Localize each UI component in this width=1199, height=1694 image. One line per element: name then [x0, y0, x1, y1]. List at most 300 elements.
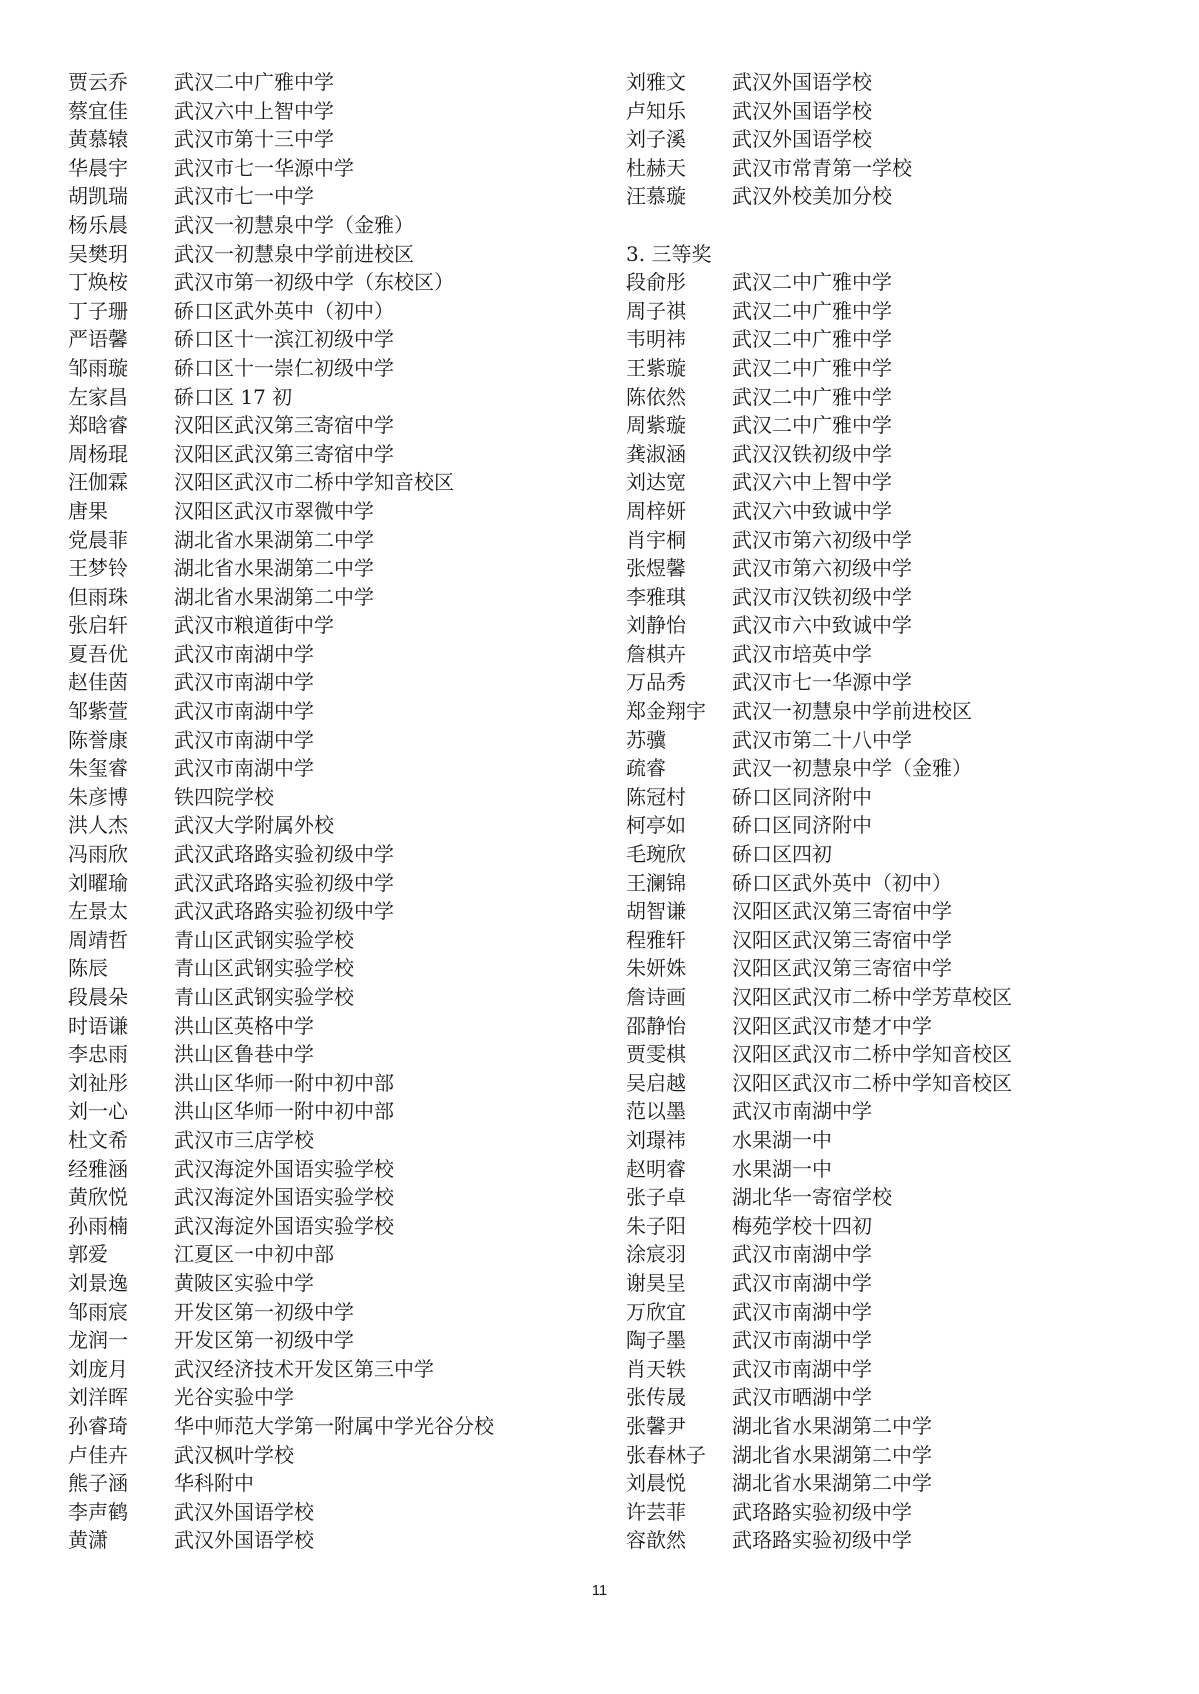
student-name: 容歆然 — [626, 1528, 686, 1553]
school-name: 湖北省水果湖第二中学 — [174, 556, 374, 581]
award-entry-row — [626, 583, 1126, 612]
student-name: 李雅琪 — [626, 584, 686, 609]
school-name: 硚口区武外英中（初中） — [174, 298, 394, 323]
award-entry-row — [626, 697, 1126, 726]
student-name: 刘子溪 — [626, 127, 686, 152]
school-name: 武汉外国语学校 — [732, 127, 872, 152]
award-entry-row — [68, 325, 568, 354]
school-name: 武汉二中广雅中学 — [732, 355, 892, 380]
student-name: 黄慕辕 — [68, 127, 128, 152]
award-entry-row — [68, 1155, 568, 1184]
school-name: 洪山区英格中学 — [174, 1013, 314, 1038]
award-entry-row — [68, 1412, 568, 1441]
award-entry-row — [626, 68, 1126, 97]
award-entry-row — [68, 1326, 568, 1355]
school-name: 武汉市晒湖中学 — [732, 1385, 872, 1410]
school-name: 武汉市第六初级中学 — [732, 556, 912, 581]
school-name: 武汉市七一华源中学 — [732, 670, 912, 695]
school-name: 武汉一初慧泉中学（金雅） — [174, 212, 414, 237]
student-name: 刘璟祎 — [626, 1127, 686, 1152]
student-name: 肖宇桐 — [626, 527, 686, 552]
school-name: 武汉武珞路实验初级中学 — [174, 842, 394, 867]
award-entry-row — [626, 1097, 1126, 1126]
school-name: 武汉经济技术开发区第三中学 — [174, 1356, 434, 1381]
student-name: 苏骥 — [626, 727, 666, 752]
student-name: 黄欣悦 — [68, 1185, 128, 1210]
school-name: 武汉市南湖中学 — [174, 727, 314, 752]
school-name: 武汉市南湖中学 — [732, 1356, 872, 1381]
award-entry-row — [68, 440, 568, 469]
award-entry-row — [68, 182, 568, 211]
award-entry-row — [626, 1326, 1126, 1355]
student-name: 赵佳茵 — [68, 670, 128, 695]
student-name: 张煜馨 — [626, 556, 686, 581]
student-name: 段俞彤 — [626, 270, 686, 295]
school-name: 武汉市六中致诚中学 — [732, 613, 912, 638]
award-entry-row — [626, 1469, 1126, 1498]
school-name: 武汉外校美加分校 — [732, 184, 892, 209]
award-entry-row — [626, 726, 1126, 755]
student-name: 张子卓 — [626, 1185, 686, 1210]
student-name: 詹棋卉 — [626, 641, 686, 666]
award-entry-row — [626, 1269, 1126, 1298]
school-name: 汉阳区武汉第三寄宿中学 — [174, 441, 394, 466]
school-name: 武汉市粮道街中学 — [174, 613, 334, 638]
school-name: 武汉六中上智中学 — [732, 470, 892, 495]
student-name: 汪慕璇 — [626, 184, 686, 209]
student-name: 刘洋晖 — [68, 1385, 128, 1410]
student-name: 周紫璇 — [626, 413, 686, 438]
award-entry-row — [68, 297, 568, 326]
student-name: 万品秀 — [626, 670, 686, 695]
student-name: 张传晟 — [626, 1385, 686, 1410]
award-entry-row — [626, 1040, 1126, 1069]
student-name: 郭爱 — [68, 1242, 108, 1267]
school-name: 硚口区 17 初 — [174, 384, 293, 409]
school-name: 武汉市七一中学 — [174, 184, 314, 209]
award-entry-row — [626, 1126, 1126, 1155]
school-name: 武汉海淀外国语实验学校 — [174, 1185, 394, 1210]
award-entry-row — [68, 354, 568, 383]
award-entry-row — [68, 1269, 568, 1298]
student-name: 王澜锦 — [626, 870, 686, 895]
school-name: 武汉二中广雅中学 — [732, 298, 892, 323]
school-name: 汉阳区武汉市楚才中学 — [732, 1013, 932, 1038]
school-name: 武汉市汉铁初级中学 — [732, 584, 912, 609]
award-entry-row — [68, 1040, 568, 1069]
award-entry-row — [68, 1469, 568, 1498]
award-entry-row — [626, 526, 1126, 555]
school-name: 洪山区华师一附中初中部 — [174, 1099, 394, 1124]
student-name: 李忠雨 — [68, 1042, 128, 1067]
section-gap — [626, 211, 1126, 240]
school-name: 洪山区鲁巷中学 — [174, 1042, 314, 1067]
award-entry-row — [626, 383, 1126, 412]
award-entry-row — [626, 1383, 1126, 1412]
school-name: 汉阳区武汉市二桥中学知音校区 — [732, 1070, 1012, 1095]
student-name: 疏睿 — [626, 756, 666, 781]
award-entry-row — [68, 1298, 568, 1327]
school-name: 武汉市南湖中学 — [174, 756, 314, 781]
student-name: 陈冠村 — [626, 784, 686, 809]
school-name: 湖北省水果湖第二中学 — [732, 1413, 932, 1438]
school-name: 光谷实验中学 — [174, 1385, 294, 1410]
student-name: 朱彦博 — [68, 784, 128, 809]
school-name: 武汉市第二十八中学 — [732, 727, 912, 752]
school-name: 青山区武钢实验学校 — [174, 985, 354, 1009]
student-name: 郑金翔宇 — [626, 699, 706, 724]
award-entry-row — [68, 211, 568, 240]
student-name: 贾云乔 — [68, 70, 128, 94]
award-entry-row — [626, 1298, 1126, 1327]
award-entry-row — [68, 526, 568, 555]
school-name: 武汉市第一初级中学（东校区） — [174, 270, 454, 295]
school-name: 武汉二中广雅中学 — [732, 270, 892, 295]
student-name: 张春林子 — [626, 1442, 706, 1467]
school-name: 武汉海淀外国语实验学校 — [174, 1213, 394, 1238]
award-entry-row — [626, 954, 1126, 983]
school-name: 武汉大学附属外校 — [174, 813, 334, 838]
school-name: 汉阳区武汉第三寄宿中学 — [732, 927, 952, 952]
school-name: 开发区第一初级中学 — [174, 1328, 354, 1353]
student-name: 邵静怡 — [626, 1013, 686, 1038]
student-name: 周梓妍 — [626, 498, 686, 523]
student-name: 左家昌 — [68, 384, 128, 409]
second-prize-continued-list — [626, 68, 1126, 211]
student-name: 龚淑涵 — [626, 441, 686, 466]
page-number: 11 — [591, 1582, 608, 1599]
school-name: 武汉二中广雅中学 — [732, 327, 892, 352]
award-entry-row — [68, 1383, 568, 1412]
student-name: 周子祺 — [626, 298, 686, 323]
award-entry-row — [626, 1155, 1126, 1184]
student-name: 王梦铃 — [68, 556, 128, 581]
school-name: 武汉六中致诚中学 — [732, 498, 892, 523]
award-entry-row — [626, 497, 1126, 526]
student-name: 赵明睿 — [626, 1156, 686, 1181]
student-name: 吴樊玥 — [68, 241, 128, 266]
third-prize-heading: 3. 三等奖 — [626, 241, 712, 266]
award-entry-row — [626, 1498, 1126, 1527]
school-name: 武汉武珞路实验初级中学 — [174, 899, 394, 924]
school-name: 硚口区十一滨江初级中学 — [174, 327, 394, 352]
award-entry-row — [626, 640, 1126, 669]
school-name: 青山区武钢实验学校 — [174, 927, 354, 952]
school-name: 硚口区武外英中（初中） — [732, 870, 952, 895]
student-name: 杜赫天 — [626, 155, 686, 180]
award-entry-row — [626, 1240, 1126, 1269]
student-name: 胡凯瑞 — [68, 184, 128, 209]
school-name: 湖北华一寄宿学校 — [732, 1185, 892, 1210]
award-entry-row — [626, 440, 1126, 469]
award-entry-row — [626, 354, 1126, 383]
student-name: 朱妍姝 — [626, 956, 686, 981]
school-name: 华科附中 — [174, 1471, 254, 1496]
school-name: 武汉二中广雅中学 — [174, 70, 334, 94]
award-entry-row — [68, 783, 568, 812]
student-name: 陶子墨 — [626, 1328, 686, 1353]
award-entry-row — [68, 1069, 568, 1098]
school-name: 硚口区同济附中 — [732, 813, 872, 838]
student-name: 詹诗画 — [626, 985, 686, 1009]
student-name: 唐果 — [68, 498, 108, 523]
award-entry-row — [68, 611, 568, 640]
student-name: 邹紫萱 — [68, 699, 128, 724]
school-name: 汉阳区武汉第三寄宿中学 — [174, 413, 394, 438]
award-entry-row — [68, 1212, 568, 1241]
award-entry-row — [626, 97, 1126, 126]
student-name: 汪伽霖 — [68, 470, 128, 495]
student-name: 胡智谦 — [626, 899, 686, 924]
school-name: 武汉市南湖中学 — [732, 1299, 872, 1324]
school-name: 湖北省水果湖第二中学 — [174, 584, 374, 609]
award-entry-row — [68, 240, 568, 269]
award-entry-row — [626, 1441, 1126, 1470]
award-entry-row — [68, 726, 568, 755]
student-name: 周靖哲 — [68, 927, 128, 952]
student-name: 孙睿琦 — [68, 1413, 128, 1438]
award-entry-row — [68, 1126, 568, 1155]
student-name: 经雅涵 — [68, 1156, 128, 1181]
school-name: 武汉六中上智中学 — [174, 98, 334, 123]
award-entry-row — [626, 1355, 1126, 1384]
student-name: 刘庞月 — [68, 1356, 128, 1381]
school-name: 湖北省水果湖第二中学 — [732, 1442, 932, 1467]
student-name: 谢昊呈 — [626, 1270, 686, 1295]
student-name: 郑晗睿 — [68, 413, 128, 438]
award-entry-row — [626, 754, 1126, 783]
student-name: 刘晨悦 — [626, 1471, 686, 1496]
student-name: 柯亭如 — [626, 813, 686, 838]
award-entry-row — [626, 297, 1126, 326]
student-name: 丁焕桉 — [68, 270, 128, 295]
third-prize-list — [626, 268, 1126, 1555]
school-name: 武汉一初慧泉中学前进校区 — [732, 699, 972, 724]
school-name: 武汉市南湖中学 — [174, 699, 314, 724]
award-entry-row — [68, 1183, 568, 1212]
school-name: 武汉外国语学校 — [174, 1528, 314, 1553]
school-name: 武汉市南湖中学 — [732, 1099, 872, 1124]
student-name: 朱玺睿 — [68, 756, 128, 781]
school-name: 武汉市三店学校 — [174, 1127, 314, 1152]
student-name: 严语馨 — [68, 327, 128, 352]
school-name: 武汉市第六初级中学 — [732, 527, 912, 552]
student-name: 张启轩 — [68, 613, 128, 638]
award-entry-row — [626, 869, 1126, 898]
school-name: 青山区武钢实验学校 — [174, 956, 354, 981]
school-name: 武汉市南湖中学 — [174, 641, 314, 666]
award-entry-row — [68, 983, 568, 1012]
school-name: 开发区第一初级中学 — [174, 1299, 354, 1324]
student-name: 黄潇 — [68, 1528, 108, 1553]
award-entry-row — [626, 840, 1126, 869]
student-name: 刘曜瑜 — [68, 870, 128, 895]
award-entry-row — [68, 1012, 568, 1041]
award-entry-row — [68, 383, 568, 412]
school-name: 洪山区华师一附中初中部 — [174, 1070, 394, 1095]
school-name: 黄陂区实验中学 — [174, 1270, 314, 1295]
student-name: 刘景逸 — [68, 1270, 128, 1295]
school-name: 湖北省水果湖第二中学 — [174, 527, 374, 552]
student-name: 刘静怡 — [626, 613, 686, 638]
school-name: 汉阳区武汉第三寄宿中学 — [732, 899, 952, 924]
student-name: 龙润一 — [68, 1328, 128, 1353]
school-name: 武汉外国语学校 — [732, 70, 872, 94]
award-entry-row — [68, 1498, 568, 1527]
school-name: 汉阳区武汉第三寄宿中学 — [732, 956, 952, 981]
student-name: 韦明祎 — [626, 327, 686, 352]
student-name: 蔡宜佳 — [68, 98, 128, 123]
award-entry-row — [68, 840, 568, 869]
student-name: 王紫璇 — [626, 355, 686, 380]
award-entry-row — [626, 811, 1126, 840]
school-name: 湖北省水果湖第二中学 — [732, 1471, 932, 1496]
award-entry-row — [68, 125, 568, 154]
school-name: 梅苑学校十四初 — [732, 1213, 872, 1238]
award-entry-row — [68, 668, 568, 697]
school-name: 华中师范大学第一附属中学光谷分校 — [174, 1413, 494, 1438]
award-entry-row — [68, 754, 568, 783]
award-entry-row — [626, 468, 1126, 497]
award-entry-row — [626, 1412, 1126, 1441]
school-name: 武汉二中广雅中学 — [732, 384, 892, 409]
student-name: 洪人杰 — [68, 813, 128, 838]
left-column — [68, 68, 568, 1555]
award-entry-row — [626, 125, 1126, 154]
award-entry-row — [68, 811, 568, 840]
school-name: 武汉汉铁初级中学 — [732, 441, 892, 466]
student-name: 涂宸羽 — [626, 1242, 686, 1267]
award-entry-row — [68, 68, 568, 97]
student-name: 刘祉彤 — [68, 1070, 128, 1095]
award-entry-row — [626, 611, 1126, 640]
school-name: 江夏区一中初中部 — [174, 1242, 334, 1267]
student-name: 吴启越 — [626, 1070, 686, 1095]
school-name: 武汉市南湖中学 — [732, 1328, 872, 1353]
school-name: 汉阳区武汉市二桥中学芳草校区 — [732, 985, 1012, 1009]
award-entry-row — [626, 325, 1126, 354]
student-name: 卢佳卉 — [68, 1442, 128, 1467]
school-name: 武汉市南湖中学 — [732, 1270, 872, 1295]
award-entry-row — [626, 1069, 1126, 1098]
award-entry-row — [68, 411, 568, 440]
student-name: 夏吾优 — [68, 641, 128, 666]
school-name: 武汉市七一华源中学 — [174, 155, 354, 180]
school-name: 武汉市培英中学 — [732, 641, 872, 666]
award-entry-row — [68, 954, 568, 983]
school-name: 汉阳区武汉市二桥中学知音校区 — [174, 470, 454, 495]
student-name: 孙雨楠 — [68, 1213, 128, 1238]
school-name: 武汉市南湖中学 — [732, 1242, 872, 1267]
award-entry-row — [68, 497, 568, 526]
award-entry-row — [626, 668, 1126, 697]
school-name: 武珞路实验初级中学 — [732, 1499, 912, 1524]
student-name: 肖天轶 — [626, 1356, 686, 1381]
school-name: 水果湖一中 — [732, 1156, 832, 1181]
student-name: 丁子珊 — [68, 298, 128, 323]
right-column — [626, 68, 1126, 1555]
student-name: 李声鹤 — [68, 1499, 128, 1524]
student-name: 刘一心 — [68, 1099, 128, 1124]
student-name: 冯雨欣 — [68, 842, 128, 867]
school-name: 铁四院学校 — [174, 784, 274, 809]
award-entry-row — [68, 583, 568, 612]
award-entry-row — [68, 1526, 568, 1555]
school-name: 武汉一初慧泉中学前进校区 — [174, 241, 414, 266]
award-entry-row — [626, 554, 1126, 583]
student-name: 华晨宇 — [68, 155, 128, 180]
school-name: 硚口区十一崇仁初级中学 — [174, 355, 394, 380]
student-name: 邹雨璇 — [68, 355, 128, 380]
student-name: 熊子涵 — [68, 1471, 128, 1496]
award-entry-row — [68, 468, 568, 497]
school-name: 武汉市第十三中学 — [174, 127, 334, 152]
school-name: 武珞路实验初级中学 — [732, 1528, 912, 1553]
award-entry-row — [68, 1441, 568, 1470]
student-name: 刘雅文 — [626, 70, 686, 94]
student-name: 张馨尹 — [626, 1413, 686, 1438]
student-name: 陈誉康 — [68, 727, 128, 752]
award-entry-row — [626, 1183, 1126, 1212]
school-name: 武汉二中广雅中学 — [732, 413, 892, 438]
student-name: 陈依然 — [626, 384, 686, 409]
award-entry-row — [626, 926, 1126, 955]
student-name: 周杨琨 — [68, 441, 128, 466]
award-entry-row — [68, 926, 568, 955]
award-entry-row — [626, 897, 1126, 926]
award-entry-row — [68, 1097, 568, 1126]
school-name: 武汉武珞路实验初级中学 — [174, 870, 394, 895]
award-entry-row — [68, 97, 568, 126]
student-name: 卢知乐 — [626, 98, 686, 123]
school-name: 武汉枫叶学校 — [174, 1442, 294, 1467]
student-name: 杨乐晨 — [68, 212, 128, 237]
award-entry-row — [68, 897, 568, 926]
student-name: 程雅轩 — [626, 927, 686, 952]
school-name: 武汉外国语学校 — [732, 98, 872, 123]
award-entry-row — [626, 1526, 1126, 1555]
school-name: 武汉一初慧泉中学（金雅） — [732, 756, 972, 781]
student-name: 段晨朵 — [68, 985, 128, 1009]
award-entry-row — [68, 554, 568, 583]
school-name: 硚口区同济附中 — [732, 784, 872, 809]
school-name: 武汉海淀外国语实验学校 — [174, 1156, 394, 1181]
student-name: 万欣宜 — [626, 1299, 686, 1324]
student-name: 范以墨 — [626, 1099, 686, 1124]
student-name: 时语谦 — [68, 1013, 128, 1038]
school-name: 硚口区四初 — [732, 842, 832, 867]
award-entry-row — [626, 154, 1126, 183]
student-name: 但雨珠 — [68, 584, 128, 609]
student-name: 贾雯棋 — [626, 1042, 686, 1067]
award-entry-row — [68, 869, 568, 898]
school-name: 武汉市常青第一学校 — [732, 155, 912, 180]
school-name: 汉阳区武汉市翠微中学 — [174, 498, 374, 523]
school-name: 水果湖一中 — [732, 1127, 832, 1152]
student-name: 朱子阳 — [626, 1213, 686, 1238]
student-name: 左景太 — [68, 899, 128, 924]
student-name: 陈辰 — [68, 956, 108, 981]
student-name: 杜文希 — [68, 1127, 128, 1152]
award-entry-row — [626, 268, 1126, 297]
award-entry-row — [626, 1012, 1126, 1041]
school-name: 武汉市南湖中学 — [174, 670, 314, 695]
award-entry-row — [68, 640, 568, 669]
school-name: 武汉外国语学校 — [174, 1499, 314, 1524]
student-name: 刘达宽 — [626, 470, 686, 495]
award-entry-row — [68, 1355, 568, 1384]
student-name: 邹雨宸 — [68, 1299, 128, 1324]
